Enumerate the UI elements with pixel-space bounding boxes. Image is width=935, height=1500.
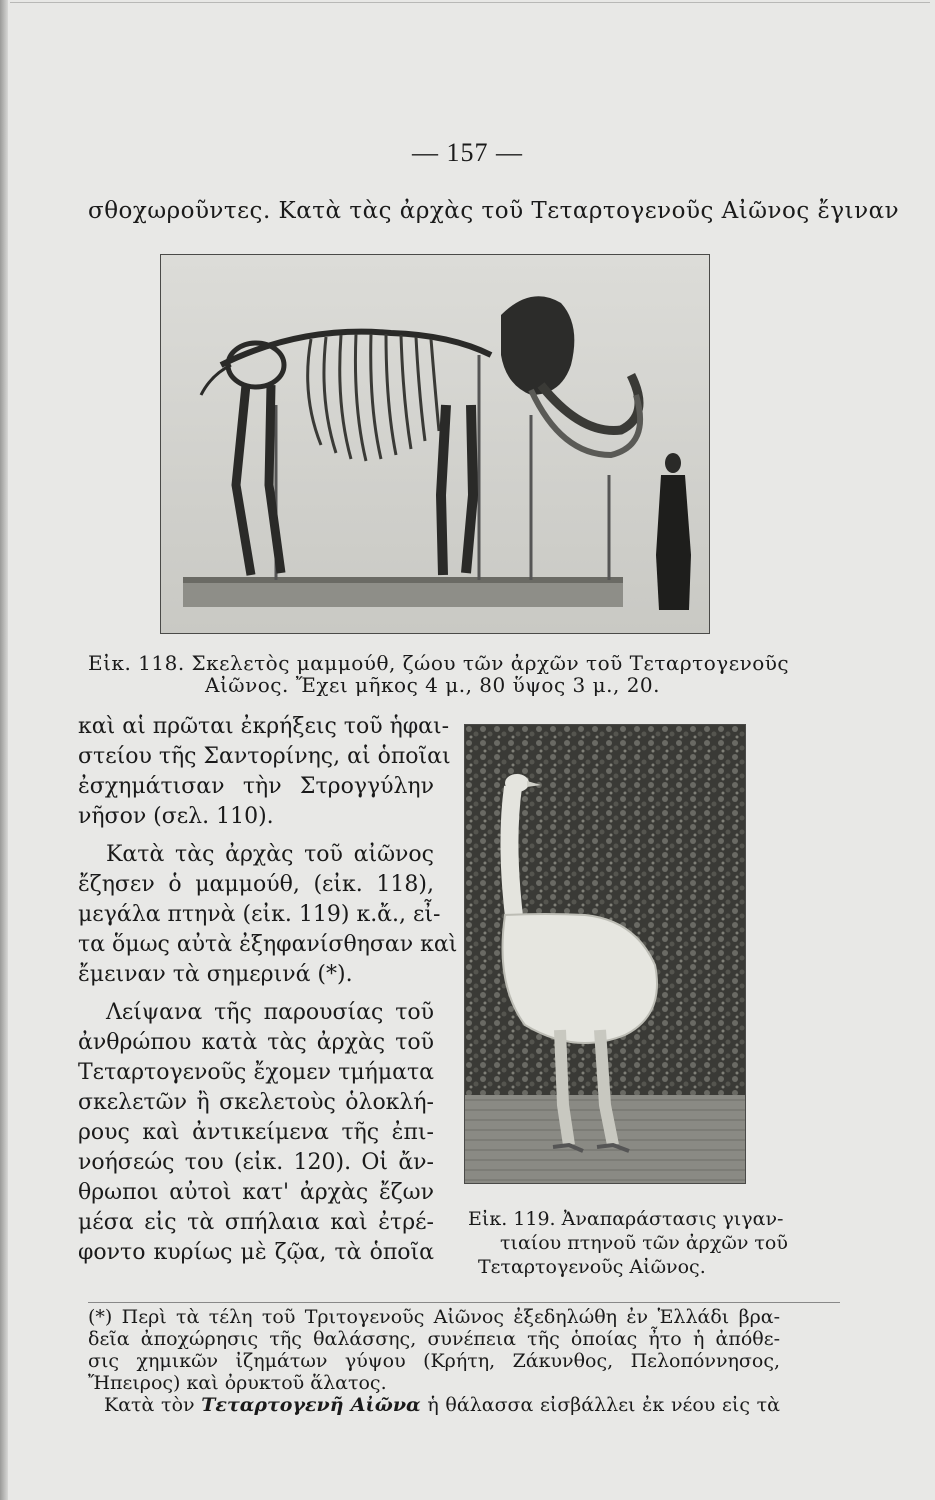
body-line: ἔμειναν τὰ σημερινά (*).	[78, 962, 353, 987]
body-line: μέσα εἰς τὰ σπήλαια καὶ ἐτρέ-	[78, 1210, 434, 1235]
body-line: φοντο κυρίως μὲ ζῷα, τὰ ὁποῖα	[78, 1240, 434, 1265]
body-line: Λείψανα τῆς παρουσίας τοῦ	[106, 1000, 434, 1025]
body-line: ἐσχημάτισαν τὴν Στρογγύλην	[78, 774, 434, 799]
figure-119-caption-line-2: τιαίου πτηνοῦ τῶν ἀρχῶν τοῦ	[500, 1232, 788, 1254]
footnote-line: (*) Περὶ τὰ τέλη τοῦ Τριτογενοῦς Αἰῶνος ἐξεδηλώθη ἐν Ἑλλάδι βρα-	[88, 1306, 780, 1328]
body-line: νῆσον (σελ. 110).	[78, 804, 274, 829]
figure-118-caption-line-2: Αἰῶνος. Ἔχει μῆκος 4 μ., 80 ὕψος 3 μ., 20.	[205, 673, 660, 697]
page-binding-edge	[0, 0, 8, 1500]
body-line: τα ὅμως αὐτὰ ἐξηφανίσθησαν καὶ	[78, 932, 458, 957]
footnote-line: δεῖα ἀποχώρησις τῆς θαλάσσης, συνέπεια τῆς ὁποίας ἦτο ἡ ἀπόθε-	[88, 1328, 780, 1350]
body-line: Κατὰ τὰς ἀρχὰς τοῦ αἰῶνος	[106, 842, 434, 867]
footnote-final-end: ἡ θάλασσα εἰσβάλλει ἐκ νέου εἰς τὰ	[427, 1394, 780, 1416]
top-margin-line	[10, 2, 930, 3]
giant-bird-illustration	[464, 724, 746, 1184]
body-line: στείου τῆς Σαντορίνης, αἱ ὁποῖαι	[78, 744, 451, 769]
body-line: ρους καὶ ἀντικείμενα τῆς ἐπι-	[78, 1120, 434, 1145]
body-line: καὶ αἱ πρῶται ἐκρήξεις τοῦ ἡφαι-	[78, 714, 450, 739]
body-line: θρωποι αὐτοὶ κατ' ἀρχὰς ἔζων	[78, 1180, 434, 1205]
footnote-line: Ἤπειρος) καὶ ὀρυκτοῦ ἅλατος.	[88, 1372, 387, 1394]
footnote-emphasis: Τεταρτογενῆ Αἰῶνα	[201, 1394, 421, 1416]
footnote-divider	[88, 1302, 840, 1303]
figure-118-caption-line-1: Εἰκ. 118. Σκελετὸς μαμμούθ, ζώου τῶν ἀρχῶν τοῦ Τεταρτογενοῦς	[88, 651, 790, 675]
footnote-final-line	[104, 1394, 780, 1416]
footnote-final-start: Κατὰ τὸν	[104, 1394, 195, 1416]
figure-119-caption-line-3: Τεταρτογενοῦς Αἰῶνος.	[478, 1256, 706, 1278]
body-line: σκελετῶν ἢ σκελετοὺς ὁλοκλή-	[78, 1090, 434, 1115]
body-line: ἀνθρώπου κατὰ τὰς ἀρχὰς τοῦ	[78, 1030, 434, 1055]
body-line: Τεταρτογενοῦς ἔχομεν τμήματα	[78, 1060, 434, 1085]
figure-119-caption-line-1: Εἰκ. 119. Ἀναπαράστασις γιγαν-	[468, 1208, 784, 1230]
footnote-line: σις χημικῶν ἰζημάτων γύψου (Κρήτη, Ζάκυνθος, Πελοπόννησος,	[88, 1350, 780, 1372]
mammoth-skeleton-photo	[160, 254, 710, 634]
body-line: ἔζησεν ὁ μαμμούθ, (εἰκ. 118),	[78, 872, 434, 897]
opening-line: σθοχωροῦντες. Κατὰ τὰς ἀρχὰς τοῦ Τεταρτογενοῦς Αἰῶνος ἔγιναν	[88, 198, 900, 224]
body-line: νοήσεώς του (εἰκ. 120). Οἱ ἄν-	[78, 1150, 434, 1175]
moa-bird-drawing	[465, 725, 745, 1183]
mammoth-skeleton-illustration	[161, 255, 709, 633]
body-line: μεγάλα πτηνὰ (εἰκ. 119) κ.ἄ., εἶ-	[78, 902, 441, 927]
page-number: — 157 —	[412, 138, 523, 167]
